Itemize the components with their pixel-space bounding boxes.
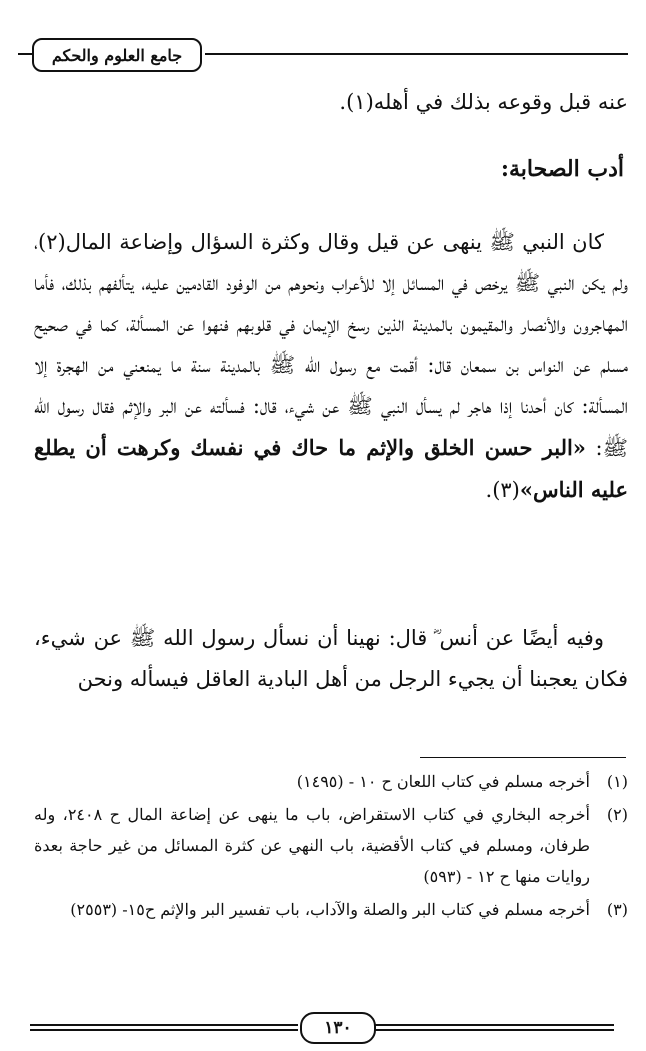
footer-rule [374,1024,614,1026]
header-rule-left [18,53,32,55]
running-header-title: جامع العلوم والحكم [32,38,202,72]
paragraph-anas-narration [34,618,628,700]
footer-rule [30,1024,298,1026]
footnote-number: (١) [606,772,628,791]
page-number: ١٣٠ [300,1012,376,1044]
footer-rule [374,1029,614,1031]
paragraph-text: وفيه أيضًا عن أنس ؓ قال: نهينا أن نسأل رسول الله ﷺ عن شيء، فكان يعجبنا أن يجيء الرجل من أهل البادية العاقل فيسأله ونحن [34,626,628,691]
header-rule-right [205,53,628,55]
section-heading: أدب الصحابة: [500,156,624,182]
footnote-number: (٣) [606,900,628,919]
footnote [34,766,628,797]
footnotes [34,766,628,927]
footnote-text: أخرجه البخاري في كتاب الاستقراض، باب ما ينهى عن إضاعة المال ح ٢٤٠٨، وله طرفان، ومسلم في كتاب الأقضية، باب النهي عن كثرة المسائل من غير حاجة بعدة روايات منها ح ١٢ - (٥٩٣) [34,805,590,886]
footnote-ref: (٣). [485,478,520,502]
footnote-separator [420,757,626,758]
paragraph-text: كان النبي ﷺ ينهى عن قيل وقال وكثرة السؤال وإضاعة المال(٢)، ولم يكن النبي ﷺ يرخص في المسائل إلا للأعراب ونحوهم من الوفود القادمين عليه، يتألفهم بذلك، فأما المهاجرون والأنصار والمقيمون بالمدينة الذين رسخ الإيمان في قلوبهم فنهوا عن المسألة، كما في صحيح مسلم عن النواس بن سمعان قال: أقمت مع رسول الله ﷺ بالمدينة سنة ما يمنعني من الهجرة إلا المسألة: كان أحدنا إذا هاجر لم يسأل النبي ﷺ عن شيء، قال: فسألته عن البر والإثم فقال رسول الله ﷺ: [34,230,628,460]
footer-rule [30,1029,298,1031]
footnote-text: أخرجه مسلم في كتاب البر والصلة والآداب، باب تفسير البر والإثم ح١٥- (٢٥٥٣) [70,900,590,919]
paragraph-continuation: عنه قبل وقوعه بذلك في أهله(١). [339,90,628,114]
footnote [34,894,628,925]
footnote [34,799,628,892]
footnote-text: أخرجه مسلم في كتاب اللعان ح ١٠ - (١٤٩٥) [296,772,590,791]
hadith-quote: «البر حسن الخلق والإثم ما حاك في نفسك وكرهت أن يطلع عليه الناس» [34,435,628,502]
paragraph-companions-etiquette [34,222,628,511]
footnote-number: (٢) [606,805,628,824]
